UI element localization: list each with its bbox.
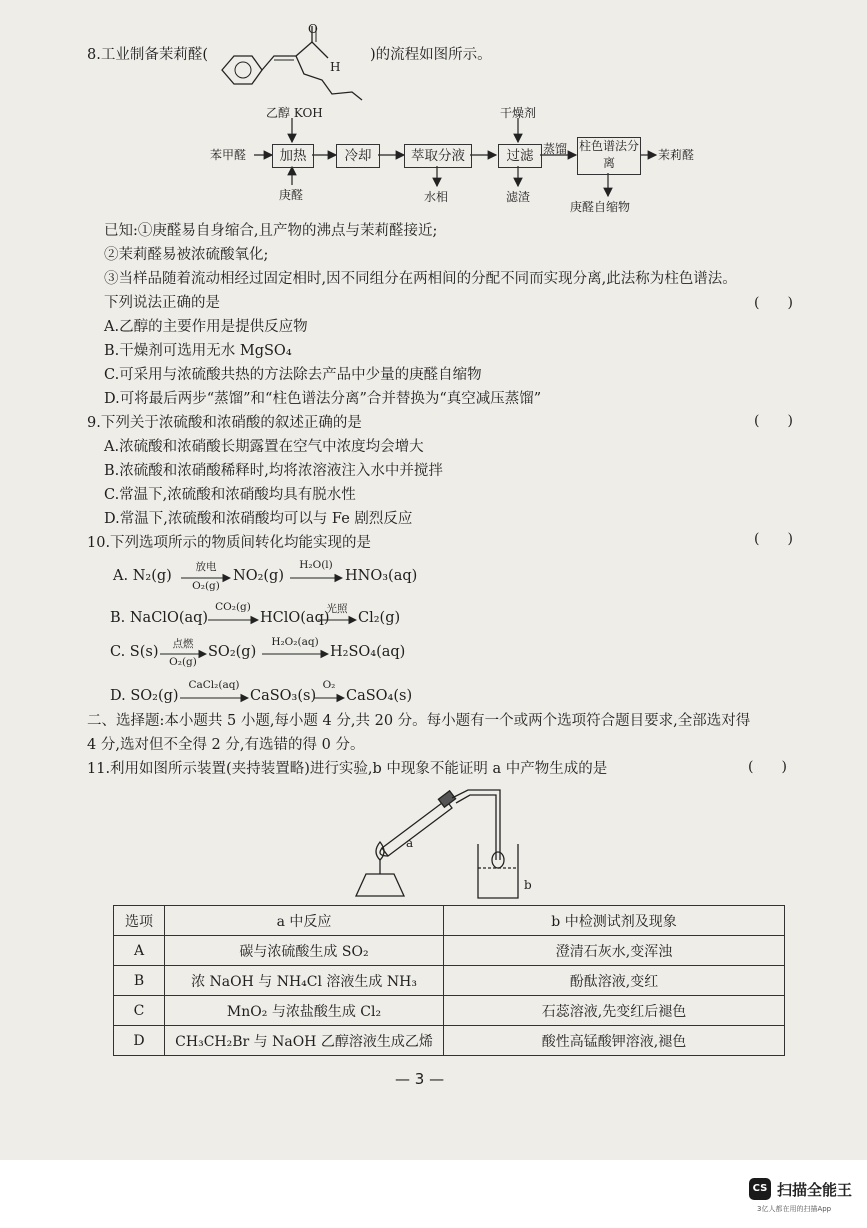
table-cell: 碳与浓硫酸生成 SO₂: [165, 936, 444, 966]
q10-d-product: CaSO₄(s): [346, 688, 413, 704]
q10-d-condition1-top: CaCl₂(aq): [188, 679, 240, 691]
q10-c-condition1-top: 点燃: [172, 638, 194, 650]
q8-known-2: ②茉莉醛易被浓硫酸氧化;: [104, 247, 269, 263]
q10-c-condition2-top: H₂O₂(aq): [271, 636, 319, 648]
q8-stem-end: )的流程如图所示。: [370, 47, 492, 63]
q9-stem: 9.下列关于浓硫酸和浓硝酸的叙述正确的是: [87, 415, 362, 431]
table-cell: 石蕊溶液,先变红后褪色: [444, 996, 785, 1026]
q11-stem: 11.利用如图所示装置(夹持装置略)进行实验,b 中现象不能证明 a 中产物生成的是: [87, 761, 608, 777]
camscanner-name: 扫描全能王: [777, 1180, 853, 1199]
table-cell: A: [114, 936, 165, 966]
q10-c-intermediate: SO₂(g): [208, 644, 257, 660]
table-cell: 澄清石灰水,变浑浊: [444, 936, 785, 966]
q8-option-b: B.干燥剂可选用无水 MgSO₄: [104, 343, 292, 359]
table-header-row: [114, 906, 785, 936]
q11-answer-paren: ( ): [748, 759, 787, 775]
byproduct-label: 庚醛自缩物: [570, 200, 631, 214]
q8-option-c: C.可采用与浓硫酸共热的方法除去产品中少量的庚醛自缩物: [104, 367, 482, 383]
camscanner-watermark: [749, 1178, 852, 1200]
q9-answer-paren: ( ): [754, 413, 793, 429]
cooling-box: 冷却: [336, 144, 380, 168]
distill-label: 蒸馏: [543, 142, 568, 156]
q9-option-b: B.浓硫酸和浓硝酸稀释时,均将浓溶液注入水中并搅拌: [104, 463, 443, 479]
filter-box: 过滤: [498, 144, 542, 168]
q8-option-a: A.乙醇的主要作用是提供反应物: [104, 319, 308, 335]
q10-b-condition2-top: 光照: [326, 603, 348, 615]
reagents-label: 乙醇 KOH: [266, 106, 323, 120]
table-cell: 酸性高锰酸钾溶液,褪色: [444, 1026, 785, 1056]
table-cell: 酚酞溶液,变红: [444, 966, 785, 996]
q10-c-condition1-bottom: O₂(g): [169, 656, 197, 668]
column-chromatography-box: 柱色谱法分离: [577, 137, 641, 175]
residue-label: 滤渣: [506, 190, 531, 204]
q11-options-table: [113, 905, 785, 1056]
q10-a-condition1-top: 放电: [195, 561, 217, 573]
table-row: [114, 996, 785, 1026]
table-cell: B: [114, 966, 165, 996]
q8-known-1: 已知:①庚醛易自身缩合,且产物的沸点与茉莉醛接近;: [104, 223, 438, 239]
q10-a-intermediate: NO₂(g): [233, 568, 284, 584]
water-phase-label: 水相: [424, 190, 449, 204]
q8-known-3: ③当样品随着流动相经过固定相时,因不同组分在两相间的分配不同而实现分离,此法称为柱色谱法。: [104, 271, 737, 287]
q10-d-reactant: D. SO₂(g): [110, 688, 179, 704]
q10-b-condition1-top: CO₂(g): [215, 601, 251, 613]
q8-stem-start: 8.工业制备茉莉醛(: [87, 47, 208, 63]
q10-a-condition2-top: H₂O(l): [299, 559, 333, 571]
table-cell: MnO₂ 与浓盐酸生成 Cl₂: [165, 996, 444, 1026]
structure-h-label: H: [330, 60, 341, 74]
table-cell: D: [114, 1026, 165, 1056]
q10-a-product: HNO₃(aq): [345, 568, 418, 584]
q10-answer-paren: ( ): [754, 531, 793, 547]
q10-c-product: H₂SO₄(aq): [330, 644, 406, 660]
extraction-box: 萃取分液: [404, 144, 472, 168]
section2-instructions-line1: 二、选择题:本小题共 5 小题,每小题 4 分,共 20 分。每小题有一个或两个选项符合题目要求,全部选对得: [87, 713, 751, 729]
q8-prompt: 下列说法正确的是: [104, 295, 220, 311]
apparatus-label-b: b: [524, 878, 532, 892]
q9-option-a: A.浓硫酸和浓硝酸长期露置在空气中浓度均会增大: [104, 439, 424, 455]
table-header-cell: 选项: [114, 906, 165, 936]
table-cell: 浓 NaOH 与 NH₄Cl 溶液生成 NH₃: [165, 966, 444, 996]
q10-a-condition1-bottom: O₂(g): [192, 580, 220, 592]
table-cell: CH₃CH₂Br 与 NaOH 乙醇溶液生成乙烯: [165, 1026, 444, 1056]
benzaldehyde-label: 苯甲醛: [210, 148, 247, 162]
heptanal-label: 庚醛: [279, 188, 304, 202]
q10-stem: 10.下列选项所示的物质间转化均能实现的是: [87, 535, 372, 551]
structure-o-label: O: [308, 22, 318, 36]
q8-option-d: D.可将最后两步“蒸馏”和“柱色谱法分离”合并替换为“真空减压蒸馏”: [104, 391, 542, 407]
apparatus-label-a: a: [406, 836, 414, 850]
q10-a-reactant: A. N₂(g): [113, 568, 172, 584]
product-label: 茉莉醛: [658, 148, 695, 162]
drying-agent-label: 干燥剂: [500, 106, 537, 120]
q8-answer-paren: ( ): [754, 295, 793, 311]
heating-box: 加热: [272, 144, 314, 168]
camscanner-tagline: 3亿人都在用的扫描App: [757, 1205, 832, 1213]
table-header-cell: a 中反应: [165, 906, 444, 936]
table-cell: C: [114, 996, 165, 1026]
table-row: [114, 1026, 785, 1056]
q10-d-intermediate: CaSO₃(s): [250, 688, 317, 704]
q10-b-intermediate: HClO(aq): [260, 610, 330, 626]
section2-instructions-line2: 4 分,选对但不全得 2 分,有选错的得 0 分。: [87, 737, 365, 753]
table-row: [114, 966, 785, 996]
q9-option-c: C.常温下,浓硫酸和浓硝酸均具有脱水性: [104, 487, 356, 503]
q9-option-d: D.常温下,浓硫酸和浓硝酸均可以与 Fe 剧烈反应: [104, 511, 413, 527]
q10-b-reactant: B. NaClO(aq): [110, 610, 209, 626]
q10-b-product: Cl₂(g): [358, 610, 401, 626]
page-number: — 3 —: [395, 1070, 445, 1088]
table-header-cell: b 中检测试剂及现象: [444, 906, 785, 936]
q10-d-condition2-top: O₂: [322, 679, 336, 691]
table-row: [114, 936, 785, 966]
camscanner-logo-icon: CS: [749, 1178, 771, 1200]
q10-c-reactant: C. S(s): [110, 644, 159, 660]
